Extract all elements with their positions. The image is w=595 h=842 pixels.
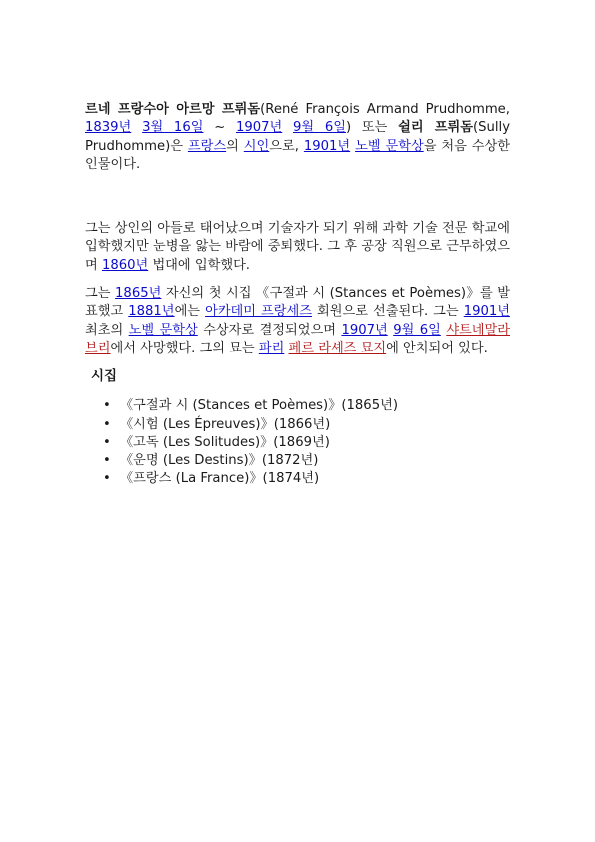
list-item: • 《시험 (Les Épreuves)》(1866년)	[103, 416, 510, 434]
nobel-literature-link[interactable]: 노벨 문학상	[128, 322, 198, 338]
birth-day-link[interactable]: 3월 16일	[142, 120, 204, 136]
chatenay-malabry-link[interactable]: 샤트네말라브리	[85, 322, 511, 356]
year-1881-link[interactable]: 1881년	[128, 304, 175, 320]
year-1865-link[interactable]: 1865년	[115, 286, 162, 302]
article-body	[85, 101, 510, 489]
sept-6-link[interactable]: 9월 6일	[393, 322, 441, 338]
poet-link[interactable]: 시인	[243, 138, 270, 154]
list-item: • 《구절과 시 (Stances et Poèmes)》(1865년)	[103, 397, 510, 415]
nobel-prize-link[interactable]: 노벨 문학상	[355, 138, 424, 154]
year-1907-link[interactable]: 1907년	[341, 322, 388, 338]
subject-name: 르네 프랑수아 아르망 프뤼돔	[85, 102, 261, 117]
section-heading-works: 시집	[91, 368, 118, 385]
works-list	[85, 397, 510, 488]
year-1901-link[interactable]: 1901년	[463, 304, 510, 320]
birth-year-link[interactable]: 1839년	[85, 120, 132, 136]
death-year-link[interactable]: 1907년	[235, 120, 283, 136]
nobel-year-link[interactable]: 1901년	[303, 138, 351, 154]
list-item: • 《운명 (Les Destins)》(1872년)	[103, 452, 510, 470]
death-day-link[interactable]: 9월 6일	[293, 120, 347, 136]
biography-paragraph-1: 그는 상인의 아들로 태어났으며 기술자가 되기 위해 과학 기술 전문 학교에 입학했지만 눈병을 앓는 바람에 중퇴했다. 그 후 공장 직원으로 근무하였으며 1860년 법대에 입학했다.	[85, 221, 510, 273]
list-item: • 《고독 (Les Solitudes)》(1869년)	[103, 434, 510, 452]
france-link[interactable]: 프랑스	[187, 138, 227, 154]
academie-francaise-link[interactable]: 아카데미 프랑세즈	[205, 304, 313, 320]
biography-paragraph-2: 그는 1865년 자신의 첫 시집 《구절과 시 (Stances et Poèmes)》를 발표했고 1881년에는 아카데미 프랑세즈 회원으로 선출된다. 그는 1901년 최초의 노벨 문학상 수상자로 결정되었으며 1907년 9월 6일 샤트네말라브리에서 사망했다. 그의 묘는 파리 페르 라셰즈 묘지에 안치되어 있다.	[85, 286, 511, 356]
list-item: • 《프랑스 (La France)》(1874년)	[103, 470, 510, 488]
year-1860-link[interactable]: 1860년	[101, 257, 149, 273]
paris-link[interactable]: 파리	[258, 340, 285, 356]
pere-lachaise-link[interactable]: 페르 라셰즈 묘지	[288, 340, 387, 356]
intro-paragraph: 르네 프랑수아 아르망 프뤼돔(René François Armand Prudhomme, 1839년 3월 16일 ~ 1907년 9월 6일) 또는 쉴리 프뤼돔(Sully Prudhomme)은 프랑스의 시인으로, 1901년 노벨 문학상을 처음 수상한 인물이다.	[85, 102, 511, 172]
subject-alias: 쉴리 프뤼돔	[398, 120, 473, 136]
